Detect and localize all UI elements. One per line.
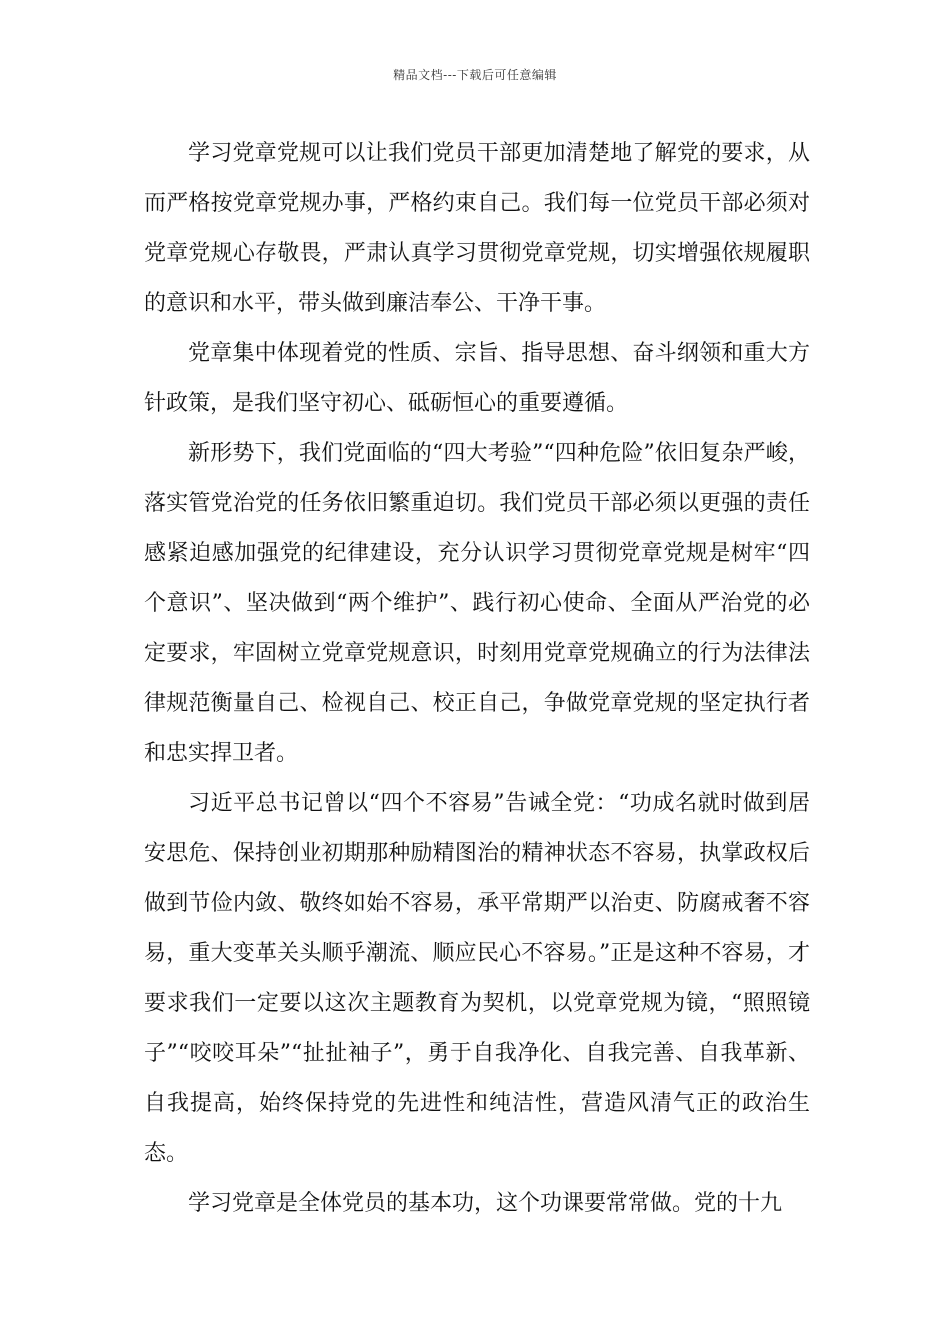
paragraph: 新形势下，我们党面临的“四大考验”“四种危险”依旧复杂严峻，落实管党治党的任务依旧繁重迫切。我们党员干部必须以更强的责任感紧迫感加强党的纪律建设，充分认识学习贯彻党章党规是树牢“四个意识”、坚决做到“两个维护”、践行初心使命、全面从严治党的必定要求，牢固树立党章党规意识，时刻用党章党规确立的行为法律法律规范衡量自己、检视自己、校正自己，争做党章党规的坚定执行者和忠实捍卫者。 xyxy=(144,441,810,766)
page-header: 精品文档---下载后可任意编辑 xyxy=(393,68,557,82)
paragraph: 学习党章是全体党员的基本功，这个功课要常常做。党的十九 xyxy=(188,1191,783,1216)
document-body xyxy=(144,129,810,1229)
paragraph: 习近平总书记曾以“四个不容易”告诫全党：“功成名就时做到居安思危、保持创业初期那种励精图治的精神状态不容易，执掌政权后做到节俭内敛、敬终如始不容易，承平常期严以治吏、防腐戒奢不容易，重大变革关头顺乎潮流、顺应民心不容易。”正是这种不容易，才要求我们一定要以这次主题教育为契机，以党章党规为镜，“照照镜子”“咬咬耳朵”“扯扯袖子”，勇于自我净化、自我完善、自我革新、自我提高，始终保持党的先进性和纯洁性，营造风清气正的政治生态。 xyxy=(144,791,810,1166)
paragraph: 学习党章党规可以让我们党员干部更加清楚地了解党的要求，从而严格按党章党规办事，严格约束自己。我们每一位党员干部必须对党章党规心存敬畏，严肃认真学习贯彻党章党规，切实增强依规履职的意识和水平，带头做到廉洁奉公、干净干事。 xyxy=(144,141,810,316)
paragraph: 党章集中体现着党的性质、宗旨、指导思想、奋斗纲领和重大方针政策，是我们坚守初心、砥砺恒心的重要遵循。 xyxy=(144,341,810,416)
